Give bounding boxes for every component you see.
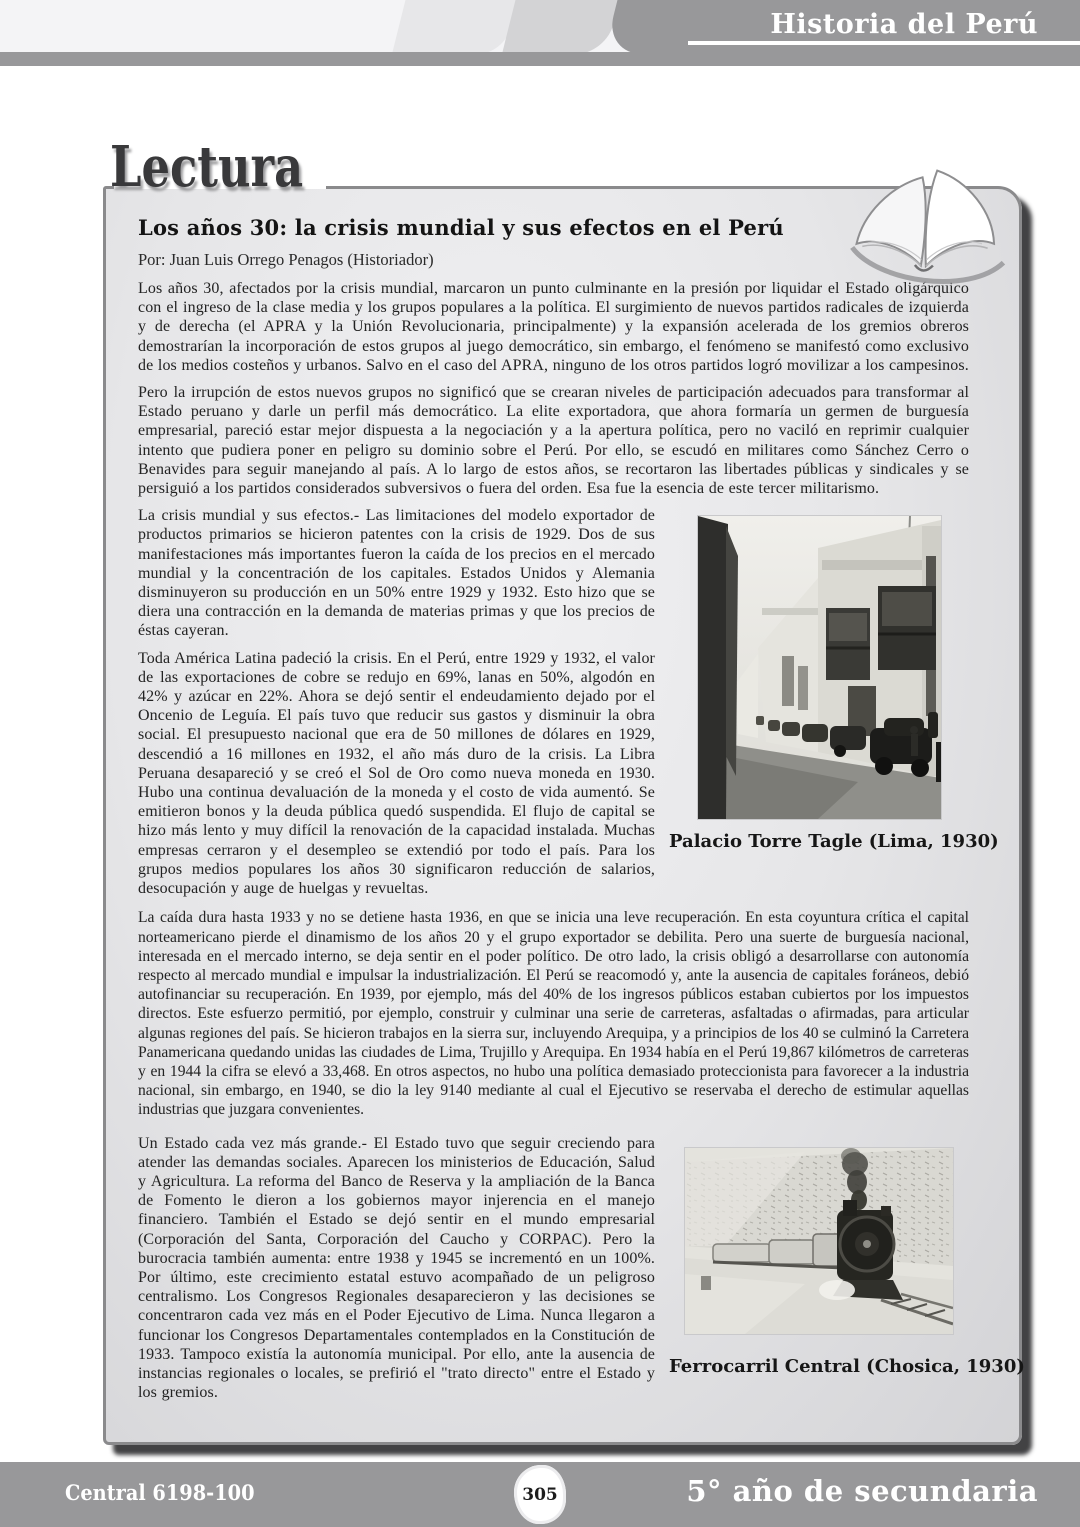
palacio-photo <box>698 516 941 819</box>
paragraph: Toda América Latina padeció la crisis. En el Perú, entre 1929 y 1932, el valor de las exportaciones de cobre se redujo en 69%, lanas en 50%, algodón en 42% y azúcar en 22%. Ahora se dejó sentir el endeudamiento dejado por el Oncenio de Leguía. El país tuvo que reducir sus gastos y disminuir la obra social. El presupuesto nacional que era de 50 millones de dólares en 1929, descendió a 16 millones en 1932, el año más duro de la crisis. La Libra Peruana desapareció y se creó el Sol de Oro como nueva moneda en 1930. Hubo una continua devaluación de la moneda y el costo de vida aumentó. Se emitieron bonos y la deuda pública quedó suspendida. El flujo de capital se hizo más lento y muy difícil la renovación de la capacidad instalada. Muchas empresas cerraron y el desempleo se extendió por todo el país. Para los grupos medios populares los años 30 significaron reducción de salarios, desocupación y auge de huelgas y revueltas. <box>138 649 655 898</box>
page-number: 305 <box>522 1484 558 1505</box>
open-book-icon <box>837 157 1020 303</box>
header-underline <box>688 41 1080 45</box>
lectura-heading: Lectura <box>110 134 304 200</box>
subject-title: Historia del Perú <box>770 9 1038 40</box>
figure-caption: Ferrocarril Central (Chosica, 1930) <box>669 1355 1025 1377</box>
paragraph: Un Estado cada vez más grande.- El Estado tuvo que seguir creciendo para atender las demandas sociales. Aparecen los ministerios de Educación, Salud y Agricultura. La reforma del Banco de Reserva y la ampliación de la Banca de Fomento le dieron a los gobiernos mayor injerencia en el manejo financiero. También el Estado se dejó sentir en el mundo empresarial (Corporación del Santa, Corporación del Caucho y CORPAC). Pero la burocracia también aumenta: entre 1938 y 1945 se incrementó en un 100%. Por último, este crecimiento estatal estuvo acompañado de un peligroso centralismo. Los Congresos Regionales desaparecieron y las decisiones se concentraron cada vez más en el Poder Ejecutivo de Lima. Nunca llegaron a funcionar los Congresos Departamentales contemplados en la Constitución de 1933. Tampoco existía la autonomía municipal. Por ello, ante la ausencia de instancias regionales o locales, se prefirió el "trato directo" entre el Estado y los gremios. <box>138 1134 655 1402</box>
page-header <box>0 0 1080 66</box>
paragraph: La crisis mundial y sus efectos.- Las limitaciones del modelo exportador de productos primarios se hicieron patentes con la crisis de 1929. Dos de sus manifestaciones más importantes fueron la caída de los precios en el mercado mundial y la concentración de los capitales. Estados Unidos y Alemania disminuyeron su producción en un 50% entre 1929 y 1932. Esto hizo que se diera una contracción en la demanda de materias primas y que los precios de éstas cayeran. <box>138 507 655 640</box>
header-stripe-mid <box>502 0 620 54</box>
footer-code: Central 6198-100 <box>65 1480 255 1505</box>
paragraph: Pero la irrupción de estos nuevos grupos no significó que se crearan niveles de participación adecuados para transformar al Estado peruano y darle un perfil más democrático. La elite exportadora, que ahora formaría un germen de burguesía empresarial, pareció estar mejor dispuesta a la negociación y a la apertura política, pero no vaciló en reprimir cualquier intento que pudiera poner en peligro su dominio sobre el Perú. Por ello, se escudó en militares como Sánchez Cerro o Benavides para seguir manejando al país. A lo largo de estos años, se recortaron las libertades públicas y sindicales y se persiguió a los partidos considerados subversivos o fuera del orden. Esa fue la esencia de este tercer militarismo. <box>138 384 969 498</box>
paragraph: Los años 30, afectados por la crisis mundial, marcaron un punto culminante en la presión por liquidar el Estado oligárquico con el ingreso de la clase media y los grupos populares a la política. El surgimiento de nuevos partidos radicales de izquierda y de derecha (el APRA y la Unión Revolucionaria, principalmente) y la expansión acelerada de los gremios obreros demostrarían la incorporación de estos grupos al juego democrático, sin embargo, el fenómeno se manifestó como exclusivo de los medios costeños y urbanos. Salvo en el caso del APRA, ninguno de los otros partidos logró movilizar a los campesinos. <box>138 280 969 374</box>
reading-box <box>103 186 1025 1445</box>
article-title: Los años 30: la crisis mundial y sus efectos en el Perú <box>138 215 784 240</box>
page-number-badge <box>514 1465 566 1524</box>
text-with-figure-section <box>138 1134 1025 1411</box>
figure-ferrocarril <box>669 1148 1025 1411</box>
paragraph: La caída dura hasta 1933 y no se detiene hasta 1936, en que se inicia una leve recuperación. En esta coyuntura crítica el capital norteamericano pierde el dinamismo de los años 20 y el grupo exportador se debilita. Pero una suerte de burguesía nacional, interesada en el mercado interno, se deja sentir en el poder político. De otro lado, la crisis obligó a desarrollarse con autonomía respecto al mercado mundial e impulsar la industrialización. El Perú se reacomodó y, ante la ausencia de capitales foráneos, debió autofinanciar su recuperación. En 1939, por ejemplo, más del 40% de los ingresos públicos estaban cubiertos por los impuestos directos. Este esfuerzo permitió, por ejemplo, construir y culminar una serie de carreteras, asfaltadas o afirmadas, para articular algunas regiones del país. Se hicieron trabajos en la sierra sur, incluyendo Arequipa, y a principios de los 40 se culminó la Carretera Panamericana quedando unidas las ciudades de Lima, Trujillo y Arequipa. En 1934 había en el Perú 19,867 kilómetros de carreteras y en 1944 la cifra se elevó a 33,468. En otros aspectos, no hubo una política demasiado proteccionista para favorecer a la industria nacional, sin embargo, en 1940, se dio la ley 9140 mediante al cual el Ejecutivo se reservaba el derecho de estimular aquellas industrias que juzgara convenientes. <box>138 909 969 1119</box>
header-band <box>0 52 1080 66</box>
figure-caption: Palacio Torre Tagle (Lima, 1930) <box>669 831 999 853</box>
figure-palacio <box>669 516 999 906</box>
ferrocarril-photo <box>685 1148 953 1334</box>
header-stripe-light <box>392 0 518 54</box>
article-byline: Por: Juan Luis Orrego Penagos (Historiador) <box>138 250 434 269</box>
page-footer <box>0 1462 1080 1527</box>
grade-label: 5° año de secundaria <box>686 1474 1038 1508</box>
text-with-figure-section <box>138 506 999 906</box>
